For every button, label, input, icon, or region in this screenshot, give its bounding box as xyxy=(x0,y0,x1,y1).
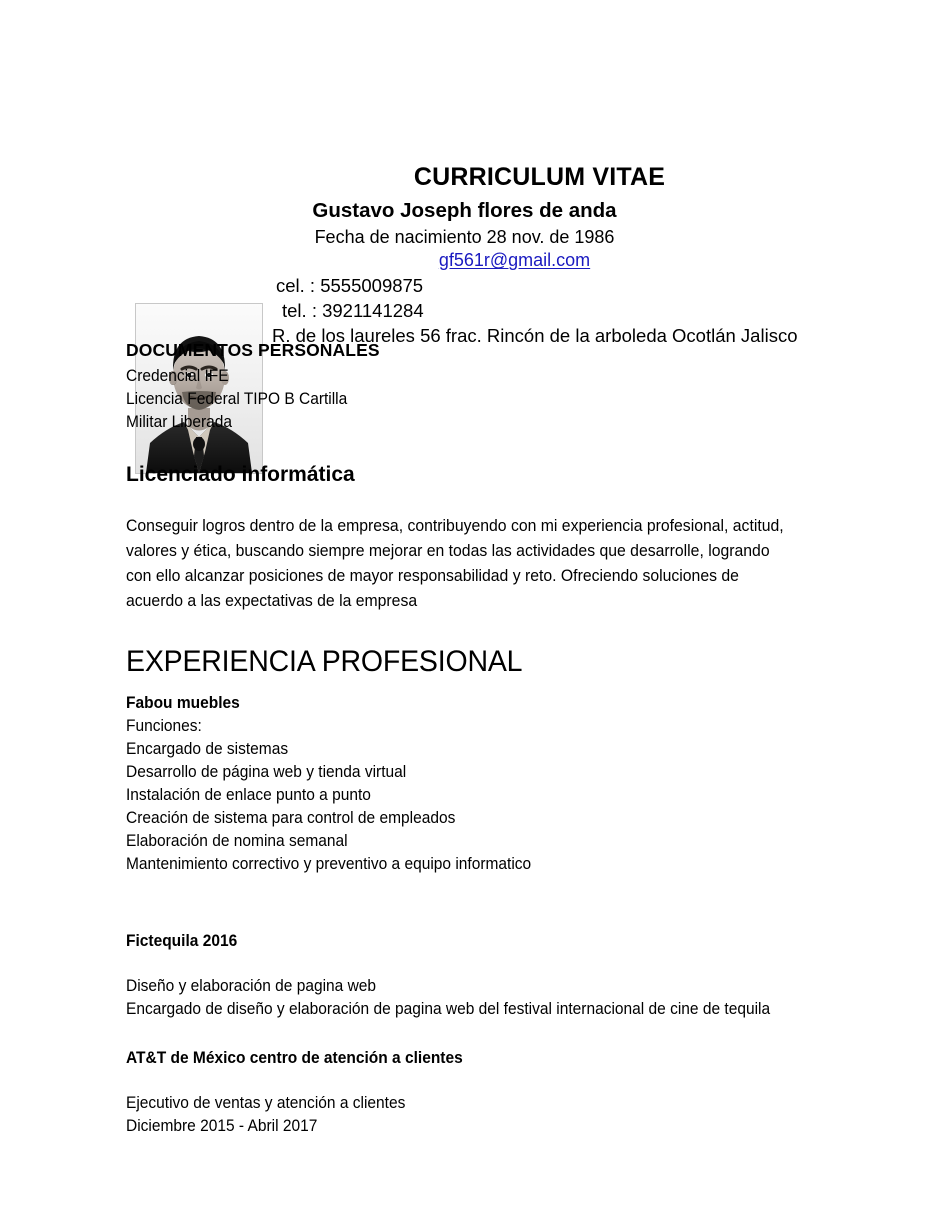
company-name: AT&T de México centro de atención a clientes xyxy=(126,1049,463,1068)
list-item: Credencial IFE xyxy=(126,367,229,385)
section-spacer xyxy=(126,1021,826,1033)
duty-line: Funciones: xyxy=(126,717,202,736)
cell-phone: cel. : 5555009875 xyxy=(276,274,424,296)
objective-line: Conseguir logros dentro de la empresa, contribuyendo con mi experiencia profesional, actitud, xyxy=(126,516,784,536)
duty-line: Instalación de enlace punto a punto xyxy=(126,786,371,805)
experience-entry xyxy=(126,930,826,1021)
duty-line: Mantenimiento correctivo y preventivo a equipo informatico xyxy=(126,855,532,874)
birth-date: Fecha de nacimiento 28 nov. de 1986 xyxy=(314,226,615,247)
documents-heading: DOCUMENTOS PERSONALES xyxy=(126,340,380,360)
entry-spacer xyxy=(126,953,826,975)
duty-line: Encargado de sistemas xyxy=(126,740,289,759)
duty-line: Ejecutivo de ventas y atención a clientes xyxy=(126,1094,406,1113)
company-duties xyxy=(126,1092,826,1138)
experience-entry xyxy=(126,692,826,876)
page-title: CURRICULUM VITAE xyxy=(413,163,666,191)
documents-list xyxy=(126,365,826,434)
experience-entry xyxy=(126,1047,826,1138)
entry-spacer xyxy=(126,1070,826,1092)
section-spacer xyxy=(126,876,826,916)
duty-line: Desarrollo de página web y tienda virtual xyxy=(126,763,407,782)
header-block xyxy=(0,150,937,347)
objective-line: con ello alcanzar posiciones de mayor responsabilidad y reto. Ofreciendo soluciones de xyxy=(126,566,739,586)
objective-line: acuerdo a las expectativas de la empresa xyxy=(126,591,418,611)
experience-heading: EXPERIENCIA PROFESIONAL xyxy=(126,645,523,679)
header-text-block xyxy=(262,150,937,347)
company-duties xyxy=(126,975,826,1021)
list-item: Licencia Federal TIPO B Cartilla xyxy=(126,390,348,408)
company-duties xyxy=(126,715,826,876)
duty-line: Diciembre 2015 - Abril 2017 xyxy=(126,1117,318,1136)
person-name: Gustavo Joseph flores de anda xyxy=(312,199,617,223)
email-link[interactable]: gf561r@gmail.com xyxy=(438,250,591,271)
duty-line: Diseño y elaboración de pagina web xyxy=(126,977,377,996)
document-body xyxy=(126,340,826,1138)
objective-line: valores y ética, buscando siempre mejorar en todas las actividades que desarrolle, logrando xyxy=(126,541,770,561)
duty-line: Encargado de diseño y elaboración de pagina web del festival internacional de cine de tequila xyxy=(126,1000,771,1019)
list-item: Militar Liberada xyxy=(126,413,233,431)
telephone: tel. : 3921141284 xyxy=(282,300,424,322)
degree-title: Licenciado informática xyxy=(126,463,355,486)
duty-line: Creación de sistema para control de empleados xyxy=(126,809,456,828)
address: R. de los laureles 56 frac. Rincón de la arboleda Ocotlán Jalisco xyxy=(272,325,798,347)
objective-paragraph xyxy=(126,513,826,613)
company-name: Fabou muebles xyxy=(126,694,240,713)
duty-line: Elaboración de nomina semanal xyxy=(126,832,348,851)
email-line xyxy=(262,250,937,271)
company-name: Fictequila 2016 xyxy=(126,932,238,951)
